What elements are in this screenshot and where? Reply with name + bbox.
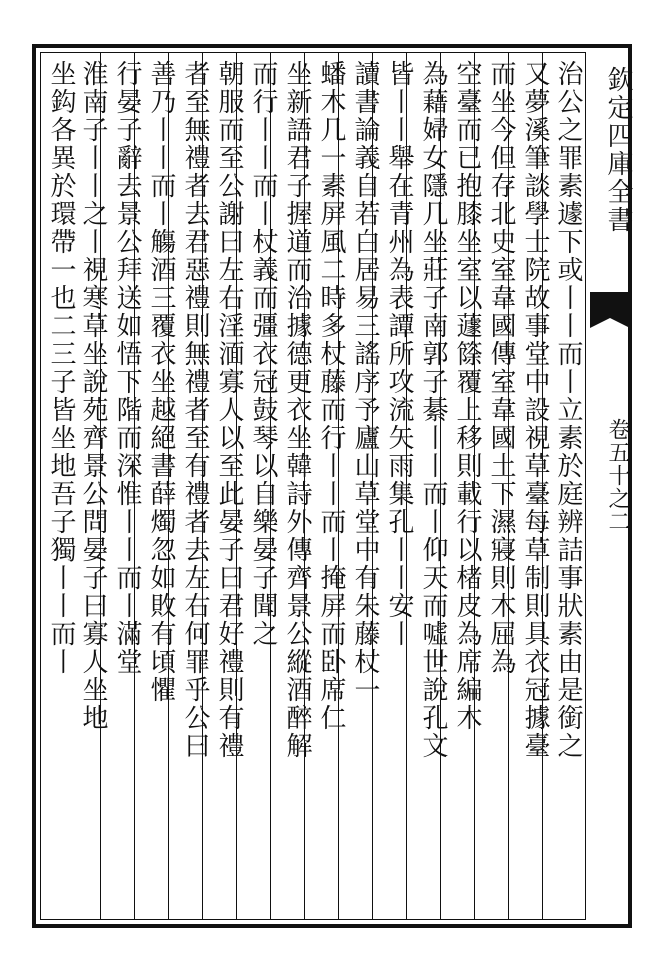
- text-column-7: 讀書論義自若白居易三謠序予廬山草堂中有朱藤杖一: [350, 60, 380, 704]
- fish-tail-mark-icon: [590, 292, 630, 318]
- text-column-4: 空臺而已抱膝坐室以蘧篨覆上移則載行以楮皮為席編木: [452, 60, 482, 732]
- text-column-6: 皆丨丨舉在青州為表譚所攻流矢雨集孔丨丨安丨: [384, 60, 414, 648]
- text-column-2: 又夢溪筆談學士院故事堂中設視草臺每草制則具衣冠據臺: [520, 60, 550, 760]
- text-column-10: 而行丨丨而丨杖義而彊衣冠鼓琴以自樂晏子聞之: [248, 60, 278, 648]
- juan-number: 卷五十之二: [605, 418, 630, 533]
- text-column-3: 而坐今但存北史室韋國傳室韋國土下濕寢則木屈為: [486, 60, 516, 676]
- text-column-15: 淮南子丨丨之丨視寒草坐說苑齊景公問晏子曰寡人坐地: [78, 60, 108, 732]
- book-title: 欽定四庫全書: [603, 66, 633, 234]
- text-column-14: 行晏子辭去景公拜送如悟下階而深惟丨丨而丨滿堂: [112, 60, 142, 676]
- text-column-12: 者至無禮者去君惡禮則無禮者至有禮者去左右何罪乎公曰: [180, 60, 210, 760]
- text-column-13: 善乃丨丨而丨觴酒三覆衣坐越絕書薛燭忽如敗有頃懼: [146, 60, 176, 704]
- text-column-9: 坐新語君子握道而治據德更衣坐韓詩外傳齊景公縱酒醉解: [282, 60, 312, 760]
- text-column-8: 蟠木几一素屏風二時多杖藤而行丨丨而丨掩屏而卧席仁: [316, 60, 346, 732]
- text-column-11: 朝服而至公謝曰左右淫湎寡人以至此晏子曰君好禮則有禮: [214, 60, 244, 760]
- text-column-16: 坐鈎各異於環帶一也二三子皆坐地吾子獨丨丨而丨: [46, 60, 76, 676]
- text-column-1: 治公之罪素遽下或丨丨而丨立素於庭辨詰事狀素由是銜之: [553, 60, 583, 760]
- text-column-5: 為藉婦女隱几坐莊子南郭子綦丨丨而丨仰天而噓世說孔文: [418, 60, 448, 760]
